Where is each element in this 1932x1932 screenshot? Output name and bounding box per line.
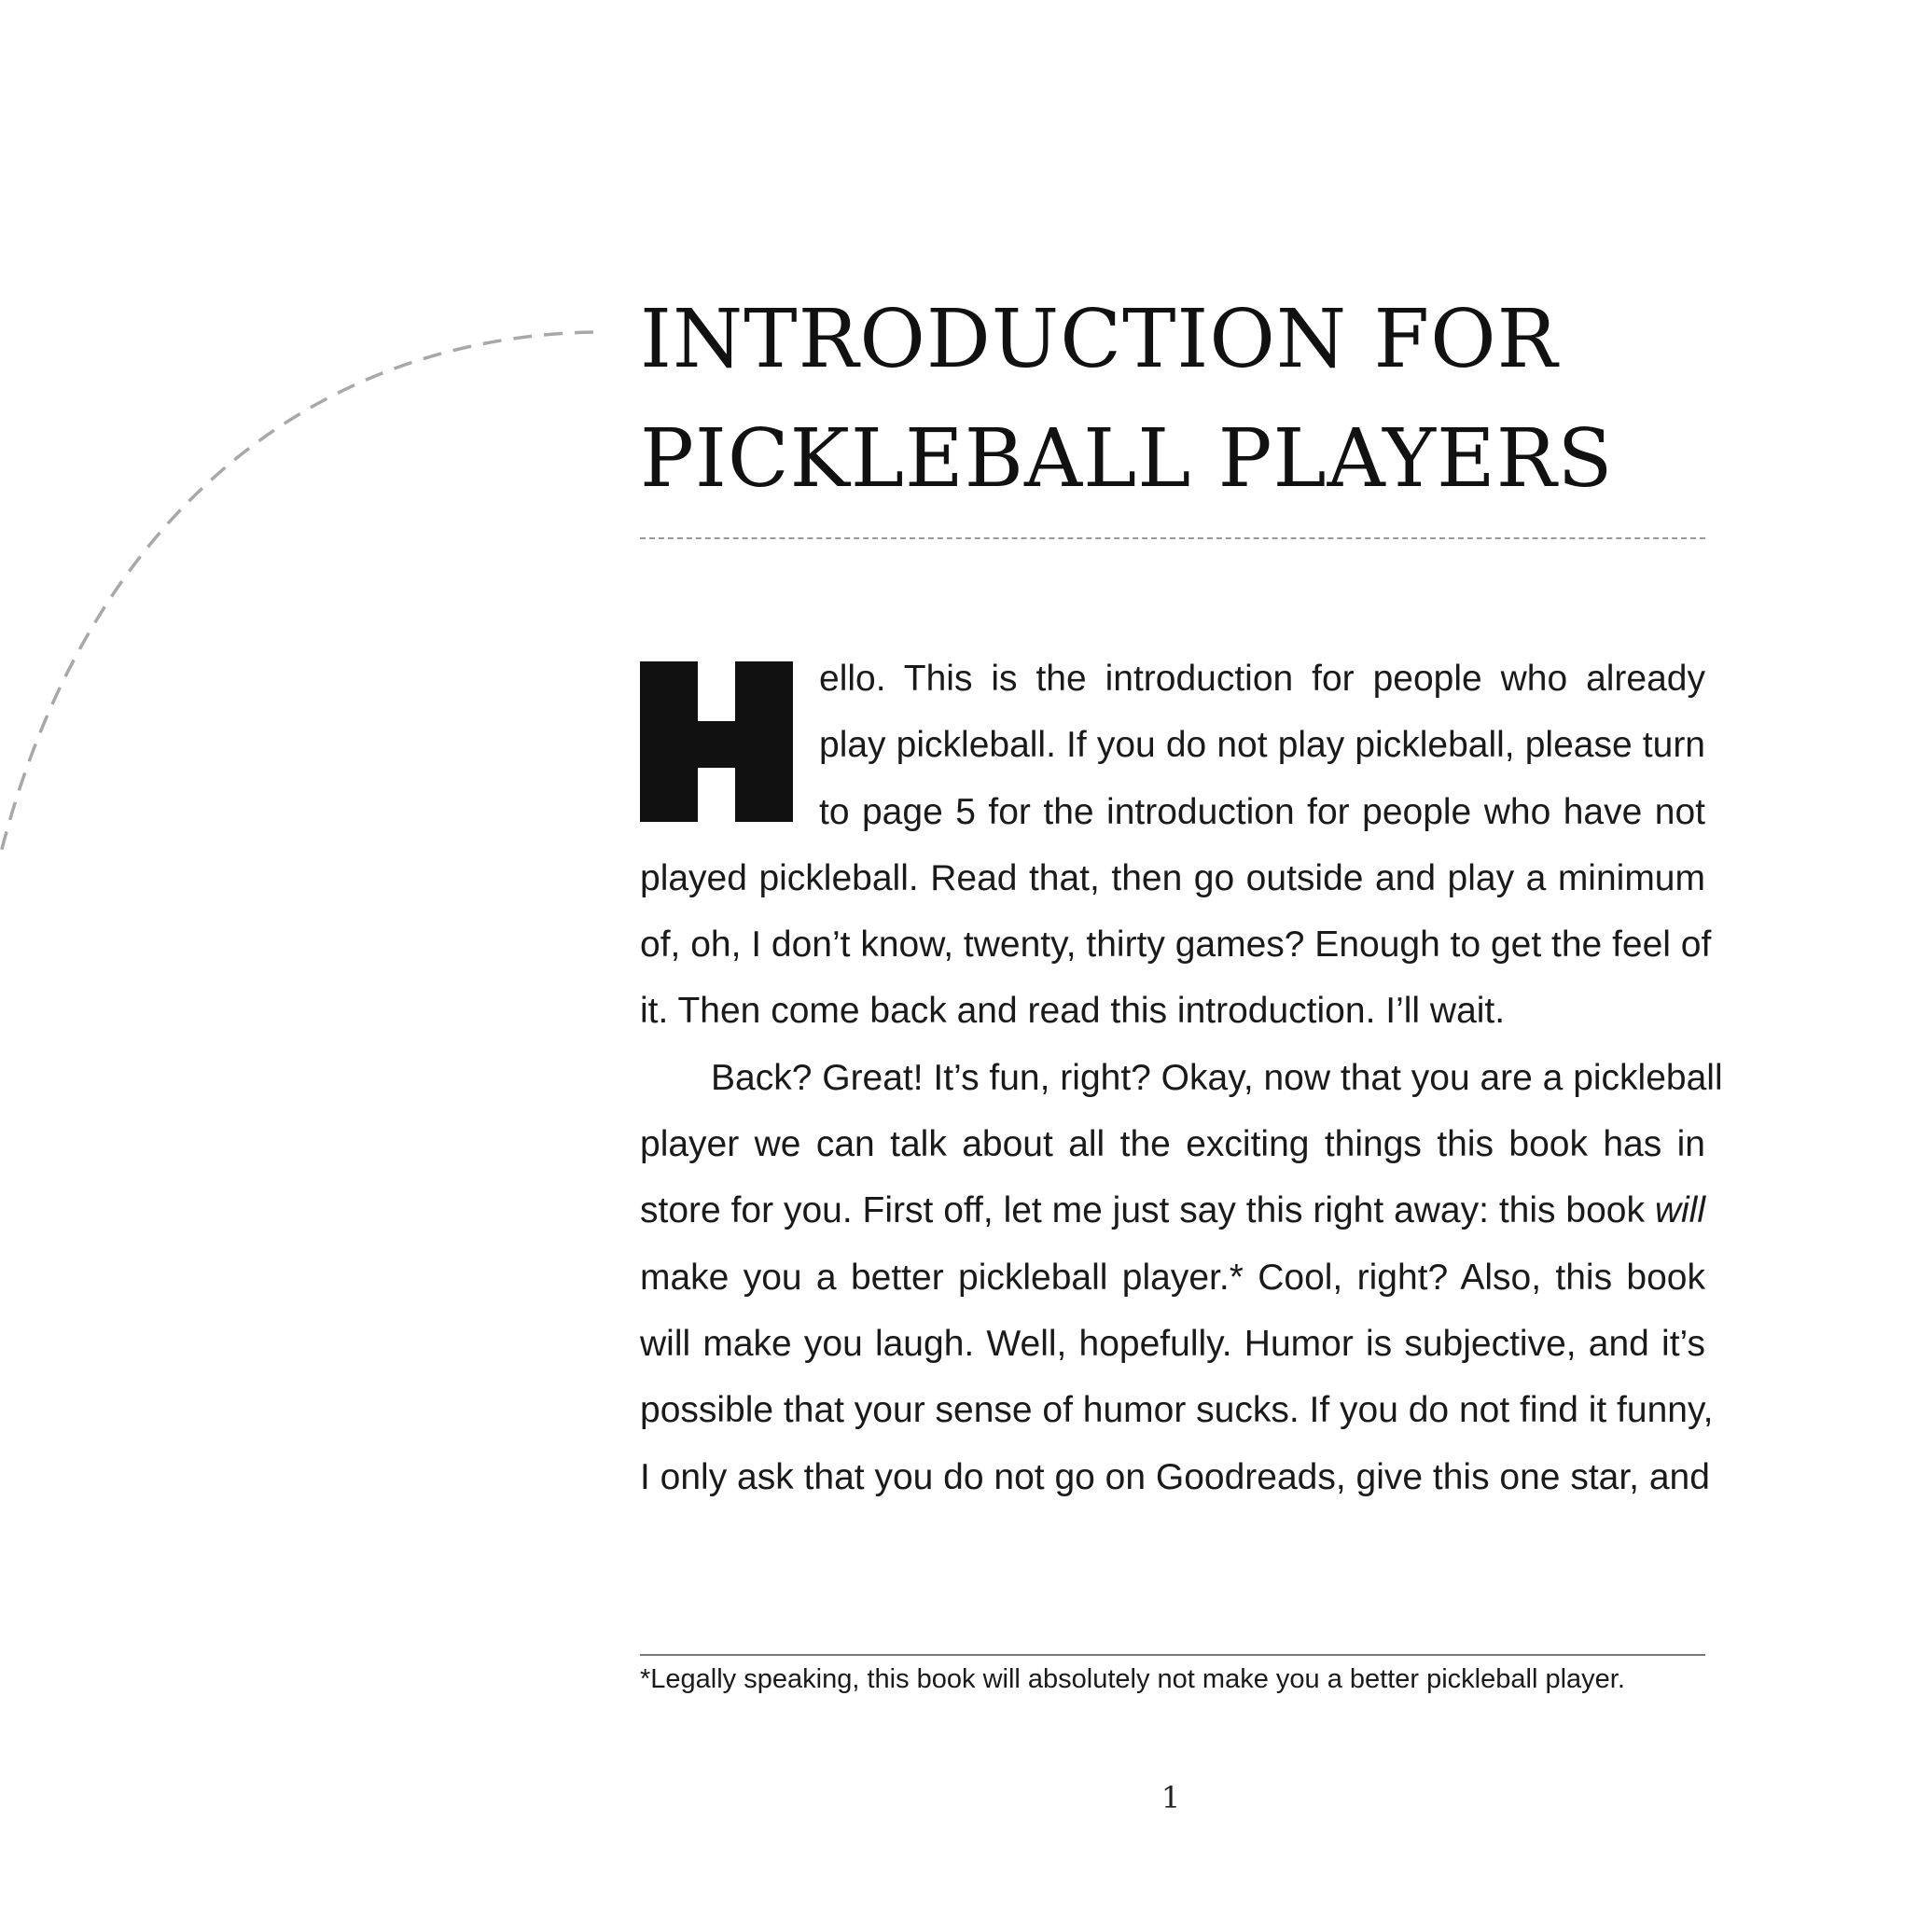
body-line: will make you laugh. Well, hopefully. Humor is subjective, and it’s [640, 1323, 1705, 1364]
body-text [640, 646, 1723, 1510]
body-line: to page 5 for the introduction for people who have not [819, 791, 1705, 832]
chapter-title [640, 280, 1713, 519]
body-line: player we can talk about all the exciting things this book has in [640, 1124, 1705, 1165]
body-line: of, oh, I don’t know, twenty, thirty games? Enough to get the feel of [640, 924, 1712, 966]
body-line: Back? Great! It’s fun, right? Okay, now that you are a pickleball [711, 1057, 1723, 1098]
footnote: *Legally speaking, this book will absolutely not make you a better pickleball player. [640, 1664, 1625, 1694]
title-divider [640, 537, 1705, 539]
emphasis-will: will [1654, 1190, 1705, 1231]
chapter-title-line-2: PICKLEBALL PLAYERS [640, 412, 1614, 506]
body-line: possible that your sense of humor sucks. If you do not find it funny, [640, 1390, 1714, 1431]
body-line: play pickleball. If you do not play pickleball, please turn [819, 725, 1705, 766]
decorative-dashed-arc [0, 0, 653, 896]
footnote-rule [640, 1654, 1705, 1656]
body-line: I only ask that you do not go on Goodreads, give this one star, and [640, 1456, 1710, 1497]
body-line: it. Then come back and read this introduction. I’ll wait. [640, 991, 1506, 1032]
page-number: 1 [1161, 1780, 1181, 1815]
body-line: played pickleball. Read that, then go outside and play a minimum [640, 857, 1705, 898]
body-line-text: store for you. First off, let me just say this right away: this book [640, 1190, 1645, 1231]
body-line [640, 1177, 1705, 1244]
body-line: ello. This is the introduction for people who already [819, 659, 1705, 699]
body-line: make you a better pickleball player.* Cool, right? Also, this book [640, 1257, 1705, 1298]
chapter-title-line-1: INTRODUCTION FOR [640, 293, 1559, 386]
